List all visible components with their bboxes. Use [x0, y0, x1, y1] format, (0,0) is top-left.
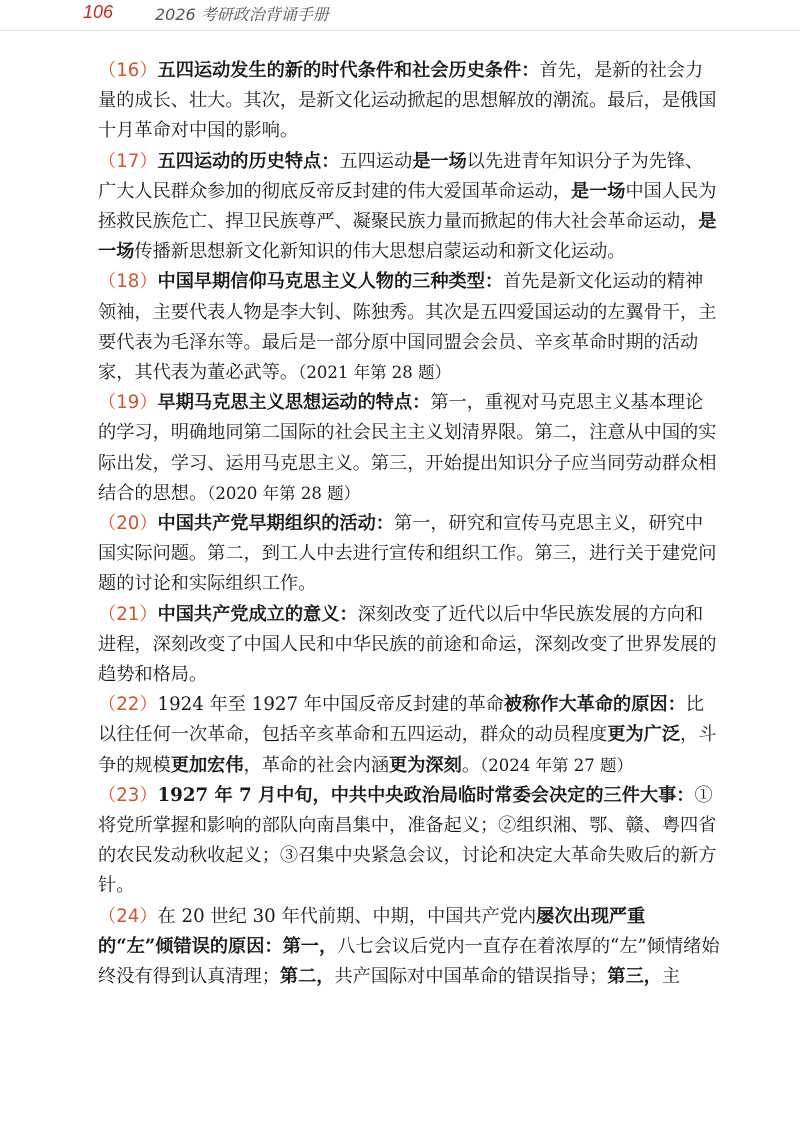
entry-17: [98, 147, 720, 268]
entry-23: [98, 781, 720, 902]
entry-body: 首先是新文化运动的精神领袖，主要代表人物是李大钊、陈独秀。其次是五四爱国运动的左翼骨干，主要代表为毛泽东等。最后是一部分原中国同盟会会员、辛亥革命时期的活动家，其代表为董必武等。: [98, 271, 717, 384]
entry-emphasis: 被称作大革命的原因：: [503, 694, 686, 716]
entry-text: 在 20 世纪 30 年代前期、中期，中国共产党内: [157, 905, 537, 927]
entry-text: 主: [661, 966, 681, 988]
entry-emphasis: 是一场: [98, 211, 717, 263]
entry-title: 早期马克思主义思想运动的特点：: [157, 392, 431, 414]
entry-title: 中国早期信仰马克思主义人物的三种类型：: [157, 271, 504, 293]
entry-20: [98, 509, 720, 600]
entry-19: [98, 388, 720, 509]
entry-number: （21）: [98, 603, 158, 625]
entry-body: 第一，研究和宣传马克思主义，研究中国实际问题。第二，到工人中去进行宣传和组织工作。第三，进行关于建党问题的讨论和实际组织工作。: [98, 513, 717, 595]
entry-number: （19）: [98, 392, 158, 414]
entry-text: 以先进青年知识分子为先锋、广大人民群众参加的彻底反帝反封建的伟大爱国革命运动，: [98, 150, 704, 202]
exam-source: （2024 年第 27 题）: [480, 755, 633, 775]
entry-number: （16）: [98, 60, 158, 81]
entry-18: [98, 267, 720, 388]
entry-emphasis: 是一场: [412, 150, 467, 172]
entry-emphasis: 是一场: [570, 180, 626, 202]
entry-emphasis: 第二，: [279, 966, 335, 988]
book-title: 2026 考研政治背诵手册: [155, 5, 329, 24]
entry-emphasis: 更为深刻: [389, 754, 462, 776]
entry-title: 中国共产党早期组织的活动：: [157, 513, 394, 535]
entry-text: 传播新思想新文化新知识的伟大思想启蒙运动和新文化运动。: [134, 241, 626, 263]
entry-body: 深刻改变了近代以后中华民族发展的方向和进程，深刻改变了中国人民和中华民族的前途和命运，深刻改变了世界发展的趋势和格局。: [98, 603, 717, 686]
page-header: [0, 0, 800, 31]
entry-24: [98, 902, 720, 993]
entry-body: 第一，重视对马克思主义基本理论的学习，明确地同第二国际的社会民主主义划清界限。第二，注意从中国的实际出发，学习、运用马克思主义。第三，开始提出知识分子应当同劳动群众相结合的思想。: [98, 392, 717, 504]
entry-emphasis: 第三，: [607, 966, 662, 988]
entry-emphasis: 更加宏伟: [170, 754, 244, 776]
exam-source: （2020 年第 28 题）: [207, 483, 361, 503]
entry-title: 五四运动的历史特点：: [157, 150, 340, 172]
entry-number: （20）: [98, 513, 158, 535]
entry-title: 中国共产党成立的意义：: [157, 603, 358, 625]
entry-text: ，斗争的规模: [98, 724, 717, 776]
entry-number: （17）: [98, 150, 158, 172]
entry-text: 中国人民为拯救民族危亡、捍卫民族尊严、凝聚民族力量而掀起的伟大社会革命运动，: [98, 180, 717, 233]
entry-body: ①将党所掌握和影响的部队向南昌集中，准备起义；②组织湘、鄂、赣、粤四省的农民发动秋收起义；③召集中央紧急会议，讨论和决定大革命失败后的新方针。: [98, 784, 717, 897]
exam-source: （2021 年第 28 题）: [298, 363, 452, 383]
entry-21: [98, 600, 720, 691]
entry-body: 首先，是新的社会力量的成长、壮大。其次，是新文化运动掀起的思想解放的潮流。最后，是俄国十月革命对中国的影响。: [98, 60, 717, 142]
entry-text: ，革命的社会内涵: [243, 754, 390, 776]
entry-title: 1927 年 7 月中旬，中共中央政治局临时常委会决定的三件大事：: [157, 784, 695, 806]
page-content: [98, 56, 720, 992]
entry-number: （22）: [98, 694, 158, 716]
entry-number: （18）: [98, 271, 158, 293]
entry-title: 五四运动发生的新的时代条件和社会历史条件：: [157, 60, 540, 81]
entry-22: [98, 690, 720, 781]
entry-text: 八七会议后党内一直存在着浓厚的“左”倾情绪始终没有得到认真清理；: [98, 935, 720, 988]
entry-text: 1924 年至 1927 年中国反帝反封建的革命: [157, 694, 504, 716]
entry-text: 共产国际对中国革命的错误指导；: [334, 966, 608, 988]
entry-emphasis: 更为广泛: [607, 724, 681, 746]
entry-number: （23）: [98, 784, 158, 806]
entry-emphasis: 屡次出现严重的“左”倾错误的原因：第一，: [98, 905, 646, 957]
entry-number: （24）: [98, 905, 158, 927]
entry-text: 五四运动: [339, 150, 413, 172]
entry-text: 。: [461, 754, 481, 776]
entry-16: [98, 56, 720, 147]
entry-text: 比以往任何一次革命，包括辛亥革命和五四运动，群众的动员程度: [98, 694, 704, 746]
page-number: 106: [83, 2, 114, 22]
